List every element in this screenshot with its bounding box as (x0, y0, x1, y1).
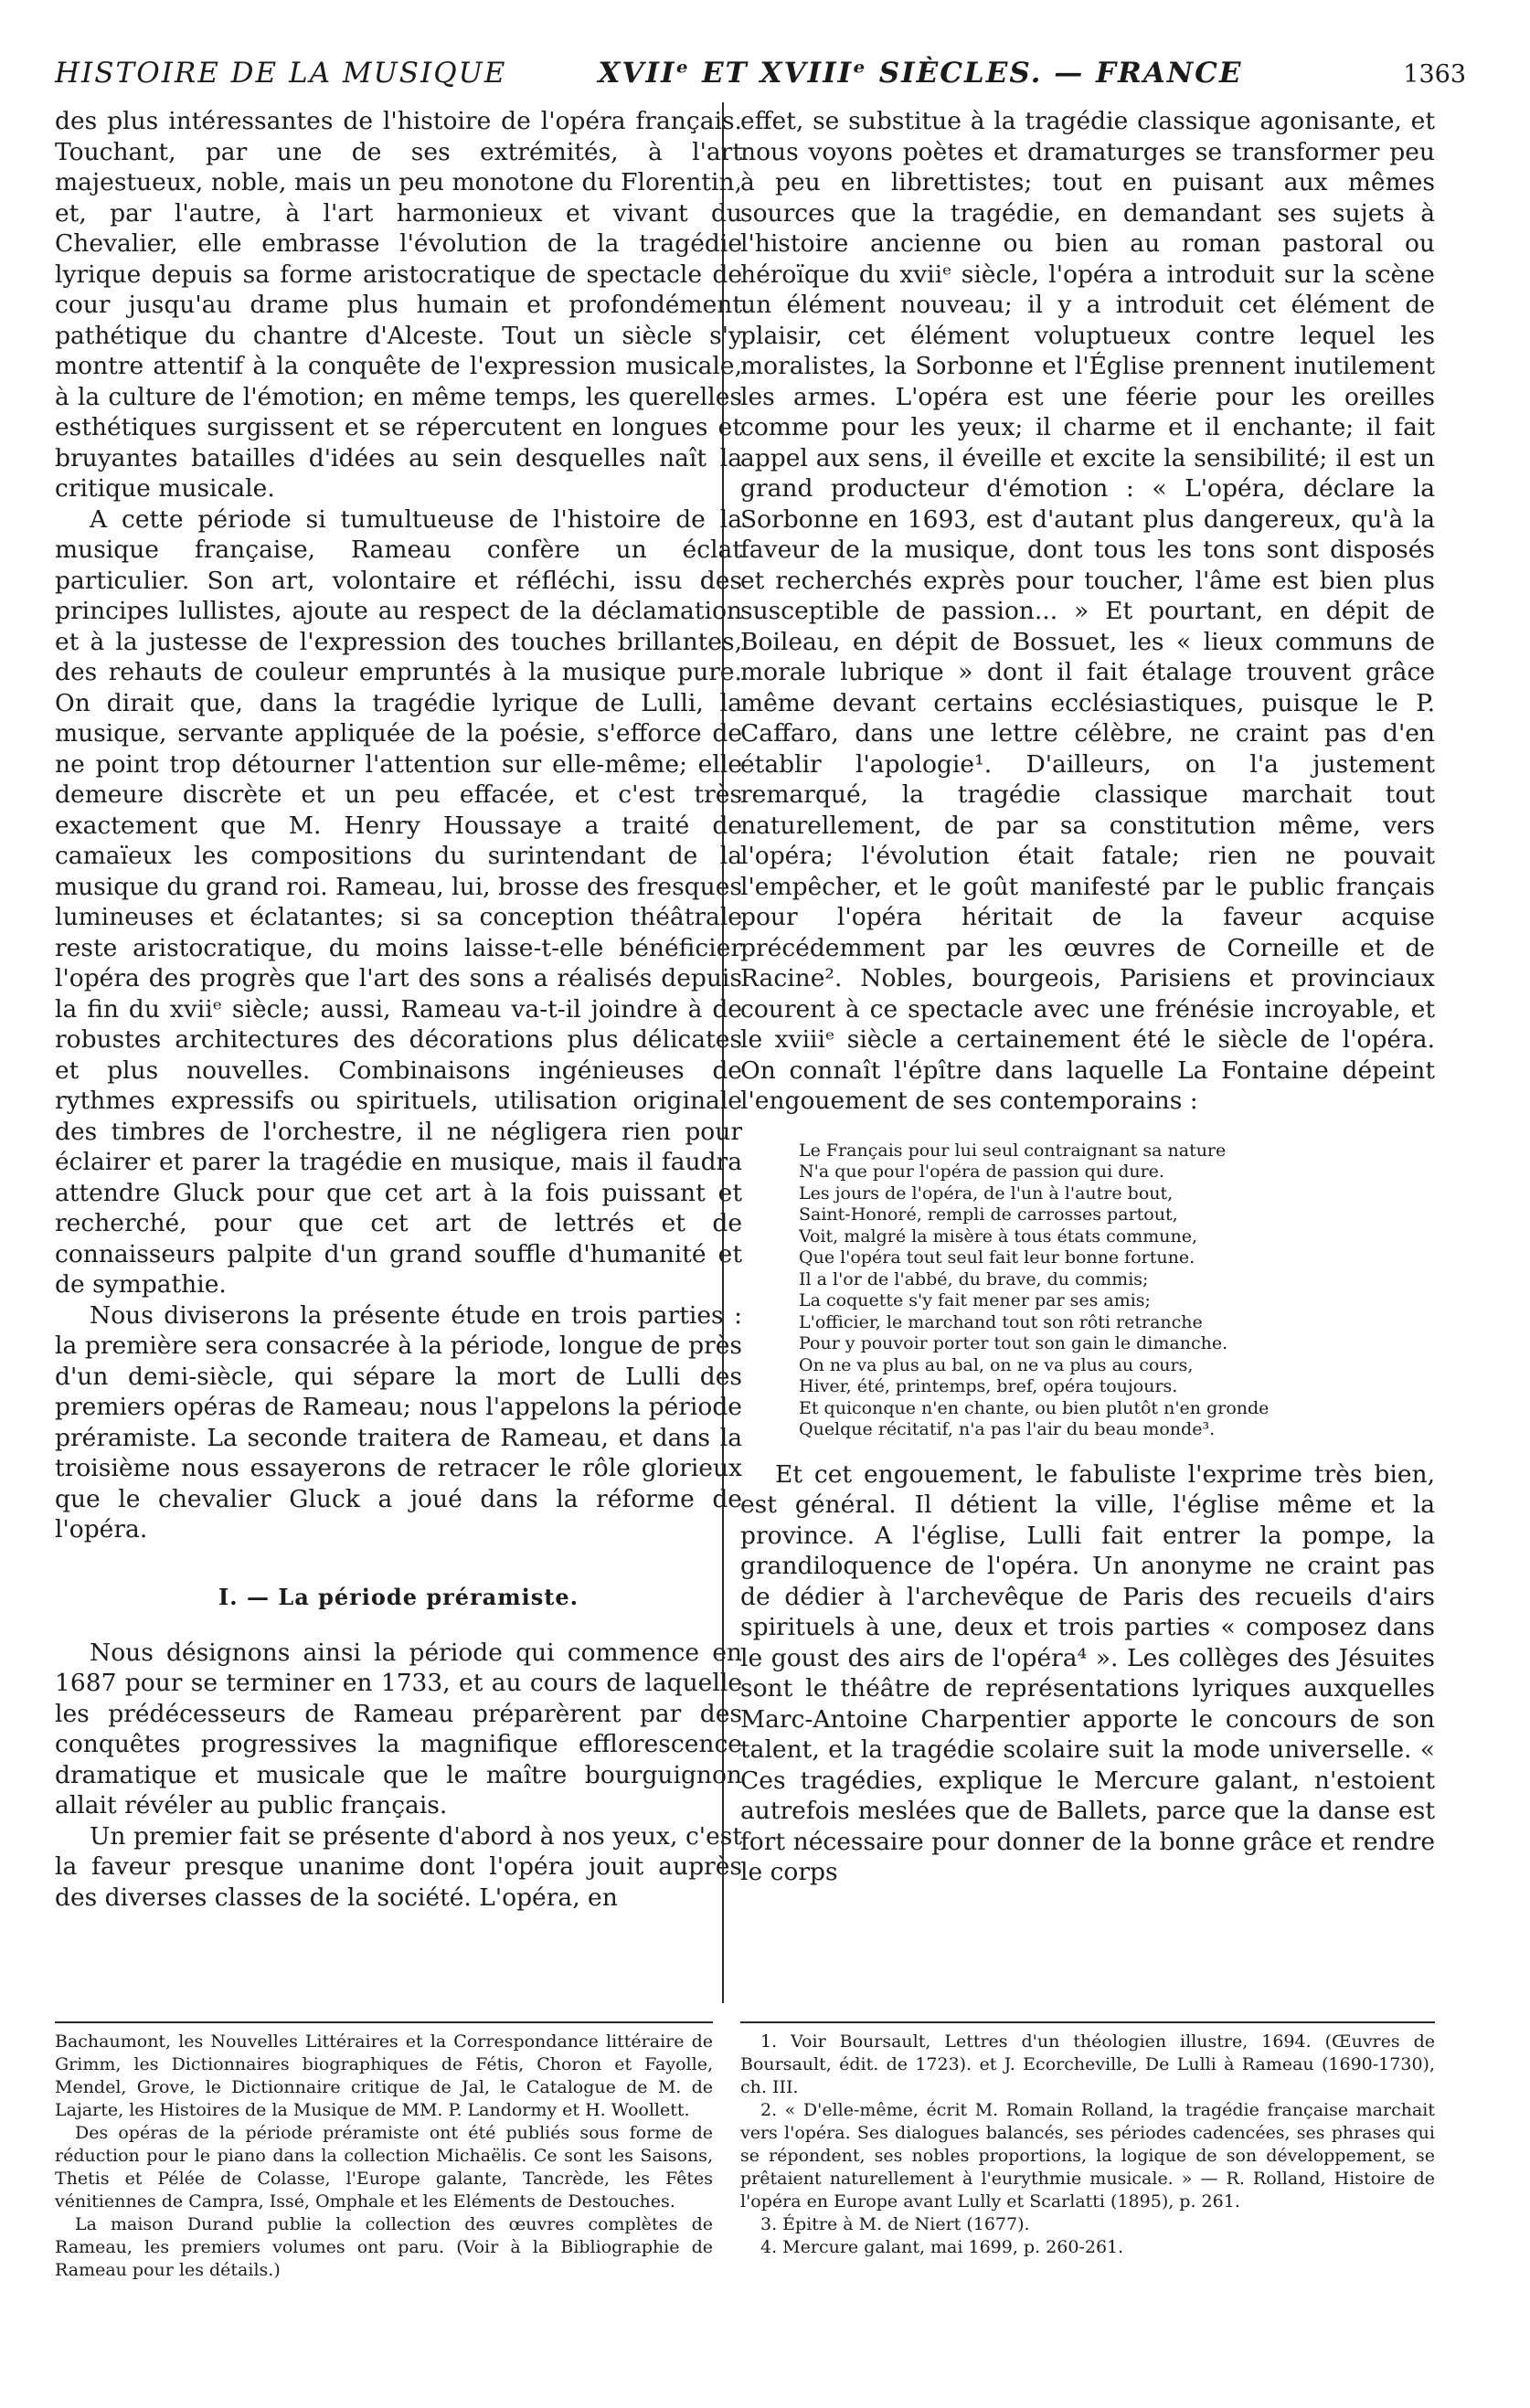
poem-line: N'a que pour l'opéra de passion qui dure. (799, 1162, 1164, 1182)
poem-line: On ne va plus au bal, on ne va plus au cours, (799, 1354, 1194, 1375)
header-left-title: HISTOIRE DE LA MUSIQUE (55, 57, 507, 90)
footnote-3: 3. Épitre à M. de Niert (1677). (760, 2214, 1030, 2234)
footnote-left-2: Des opéras de la période préramiste ont été publiés sous forme de réduction pour le piano dans la collection Michaëlis. Ce sont les Saisons, Thetis et Pélée de Colasse, l'Europe galante, Tancrède, les Fêtes vénitiennes de Campra, Issé, Omphale et les Eléments de Destouches. (55, 2123, 713, 2212)
footnotes-right (740, 2031, 1435, 2259)
right-column (740, 106, 1435, 1888)
poem-line: Que l'opéra tout seul fait leur bonne fortune. (799, 1247, 1195, 1268)
poem-line: Le Français pour lui seul contraignant sa nature (799, 1140, 1227, 1161)
footnotes-left (55, 2031, 713, 2282)
footnote-2: 2. « D'elle-même, écrit M. Romain Rolland, la tragédie française marchait vers l'opéra. Ses dialogues balancés, ses périodes cadencées, ses phrases qui se répondent, ses nobles proportions, la logique de son développement, se prêtaient naturellement à l'eurythmie musicale. » — R. Rolland, Histoire de l'opéra en Europe avant Lully et Scarlatti (1895), p. 261. (740, 2100, 1435, 2212)
footnote-left-3: La maison Durand publie la collection des œuvres complètes de Rameau, les premiers volumes ont paru. (Voir à la Bibliographie de Rameau pour les détails.) (55, 2214, 713, 2280)
left-column (55, 106, 742, 1913)
footnote-4: 4. Mercure galant, mai 1699, p. 260-261. (760, 2237, 1124, 2257)
footnote-rule-left (55, 2021, 713, 2023)
poem-line: L'officier, le marchand tout son rôti retranche (799, 1311, 1203, 1332)
poem-line: Voit, malgré la misère à tous états commune, (799, 1225, 1198, 1246)
running-header (55, 57, 1466, 101)
header-right-title: XVIIᵉ ET XVIIIᵉ SIÈCLES. — FRANCE (598, 57, 1243, 90)
poem-line: Saint-Honoré, rempli de carrosses partout, (799, 1204, 1178, 1225)
page-number: 1363 (1403, 60, 1466, 89)
section-heading: I. — La période préramiste. (218, 1583, 579, 1610)
left-paragraph-4: Nous désignons ainsi la période qui commence en 1687 pour se terminer en 1733, et au cours de laquelle les prédécesseurs de Rameau préparèrent par des conquêtes progressives la magnifique efflorescence dramatique et musicale que le maître bourguignon allait révéler au public français. (55, 1638, 742, 1819)
poem-line: Pour y pouvoir porter tout son gain le dimanche. (799, 1333, 1228, 1353)
poem-line: Quelque récitatif, n'a pas l'air du beau monde³. (799, 1419, 1216, 1439)
footnote-1: 1. Voir Boursault, Lettres d'un théologien illustre, 1694. (Œuvres de Boursault, édit. de 1723). et J. Ecorcheville, De Lulli à Rameau (1690-1730), ch. III. (740, 2031, 1435, 2097)
left-paragraph-2: A cette période si tumultueuse de l'histoire de la musique française, Rameau confère un éclat particulier. Son art, volontaire et réfléchi, issu des principes lullistes, ajoute au respect de la déclamation et à la justesse de l'expression des touches brillantes, des rehauts de couleur empruntés à la musique pure. On dirait que, dans la tragédie lyrique de Lulli, la musique, servante appliquée de la poésie, s'efforce de ne point trop détourner l'attention sur elle-même; elle demeure discrète et un peu effacée, et c'est très exactement que M. Henry Houssaye a traité de camaïeux les compositions du surintendant de la musique du grand roi. Rameau, lui, brosse des fresques lumineuses et éclatantes; si sa conception théâtrale reste aristocratique, du moins laisse-t-elle bénéficier l'opéra des progrès que l'art des sons a réalisés depuis la fin du xviiᵉ siècle; aussi, Rameau va-t-il joindre à de robustes architectures des décorations plus délicates et plus nouvelles. Combinaisons ingénieuses de rythmes expressifs ou spirituels, utilisation originale des timbres de l'orchestre, il ne négligera rien pour éclairer et parer la tragédie en musique, mais il faudra attendre Gluck pour que cet art à la fois puissant et recherché, pour que cet art de lettrés et de connaisseurs palpite d'un grand souffle d'humanité et de sympathie. (55, 504, 742, 1299)
footnote-left-1: Bachaumont, les Nouvelles Littéraires et la Correspondance littéraire de Grimm, les Dictionnaires biographiques de Fétis, Choron et Fayolle, Mendel, Grove, le Dictionnaire critique de Jal, le Catalogue de M. de Lajarte, les Histoires de la Musique de MM. P. Landormy et H. Woollett. (55, 2031, 713, 2120)
poem-line: Il a l'or de l'abbé, du brave, du commis; (799, 1268, 1149, 1289)
poem-line: Et quiconque n'en chante, ou bien plutôt n'en gronde (799, 1397, 1270, 1418)
poem-line: Hiver, été, printemps, bref, opéra toujours. (799, 1376, 1178, 1396)
poem-line: La coquette s'y fait mener par ses amis; (799, 1290, 1151, 1310)
poem-line: Les jours de l'opéra, de l'un à l'autre bout, (799, 1183, 1174, 1204)
right-paragraph-1: effet, se substitue à la tragédie classique agonisante, et nous voyons poètes et dramaturges se transformer peu à peu en librettistes; tout en puisant aux mêmes sources que la tragédie, en demandant ses sujets à l'histoire ancienne ou bien au roman pastoral ou héroïque du xviiᵉ siècle, l'opéra a introduit sur la scène un élément nouveau; il y a introduit cet élément de plaisir, cet élément voluptueux contre lequel les moralistes, la Sorbonne et l'Église prennent inutilement les armes. L'opéra est une féerie pour les oreilles comme pour les yeux; il charme et il enchante; il fait appel aux sens, il éveille et excite la sensibilité; il est un grand producteur d'émotion : « L'opéra, déclare la Sorbonne en 1693, est d'autant plus dangereux, qu'à la faveur de la musique, dont tous les tons sont disposés et recherchés exprès pour toucher, l'âme est bien plus susceptible de passion... » Et pourtant, en dépit de Boileau, en dépit de Bossuet, les « lieux communs de morale lubrique » dont il fait étalage trouvent grâce même devant certains ecclésiastiques, puisque le P. Caffaro, dans une lettre célèbre, ne craint pas d'en établir l'apologie¹. D'ailleurs, on l'a justement remarqué, la tragédie classique marchait tout naturellement, de par sa constitution même, vers l'opéra; l'évolution était fatale; rien ne pouvait l'empêcher, et le goût manifesté par le public français pour l'opéra héritait de la faveur acquise précédemment par les œuvres de Corneille et de Racine². Nobles, bourgeois, Parisiens et provinciaux courent à ce spectacle avec une frénésie incroyable, et le xviiiᵉ siècle a certainement été le siècle de l'opéra. On connaît l'épître dans laquelle La Fontaine dépeint l'engouement de ses contemporains : (740, 107, 1435, 1115)
right-paragraph-2: Et cet engouement, le fabuliste l'exprime très bien, est général. Il détient la ville, l'église même et la province. A l'église, Lulli fait entrer la pompe, la grandiloquence de l'opéra. Un anonyme ne craint pas de dédier à l'archevêque de Paris des recueils d'airs spirituels à une, deux et trois parties « composez dans le goust des airs de l'opéra⁴ ». Les collèges des Jésuites sont le théâtre de représentations lyriques auxquelles Marc-Antoine Charpentier apporte le concours de son talent, et la tragédie scolaire suit la mode universelle. « Ces tragédies, explique le Mercure galant, n'estoient autrefois meslées que de Ballets, parce que la danse est fort nécessaire pour donner de la bonne grâce et rendre le corps (740, 1459, 1435, 1886)
poem-quote (799, 1140, 1435, 1441)
left-paragraph-1: des plus intéressantes de l'histoire de l'opéra français. Touchant, par une de ses extrémités, à l'art majestueux, noble, mais un peu monotone du Florentin, et, par l'autre, à l'art harmonieux et vivant du Chevalier, elle embrasse l'évolution de la tragédie lyrique depuis sa forme aristocratique de spectacle de cour jusqu'au drame plus humain et profondément pathétique du chantre d'Alceste. Tout un siècle s'y montre attentif à la conquête de l'expression musicale, à la culture de l'émotion; en même temps, les querelles esthétiques surgissent et se répercutent en longues et bruyantes batailles d'idées au sein desquelles naît la critique musicale. (55, 107, 742, 503)
left-paragraph-3: Nous diviserons la présente étude en trois parties : la première sera consacrée à la période, longue de près d'un demi-siècle, qui sépare la mort de Lulli des premiers opéras de Rameau; nous l'appelons la période préramiste. La seconde traitera de Rameau, et dans la troisième nous essayerons de retracer le rôle glorieux que le chevalier Gluck a joué dans la réforme de l'opéra. (55, 1300, 742, 1543)
left-paragraph-5: Un premier fait se présente d'abord à nos yeux, c'est la faveur presque unanime dont l'opéra jouit auprès des diverses classes de la société. L'opéra, en (55, 1821, 742, 1912)
footnote-rule-right (740, 2021, 1435, 2023)
